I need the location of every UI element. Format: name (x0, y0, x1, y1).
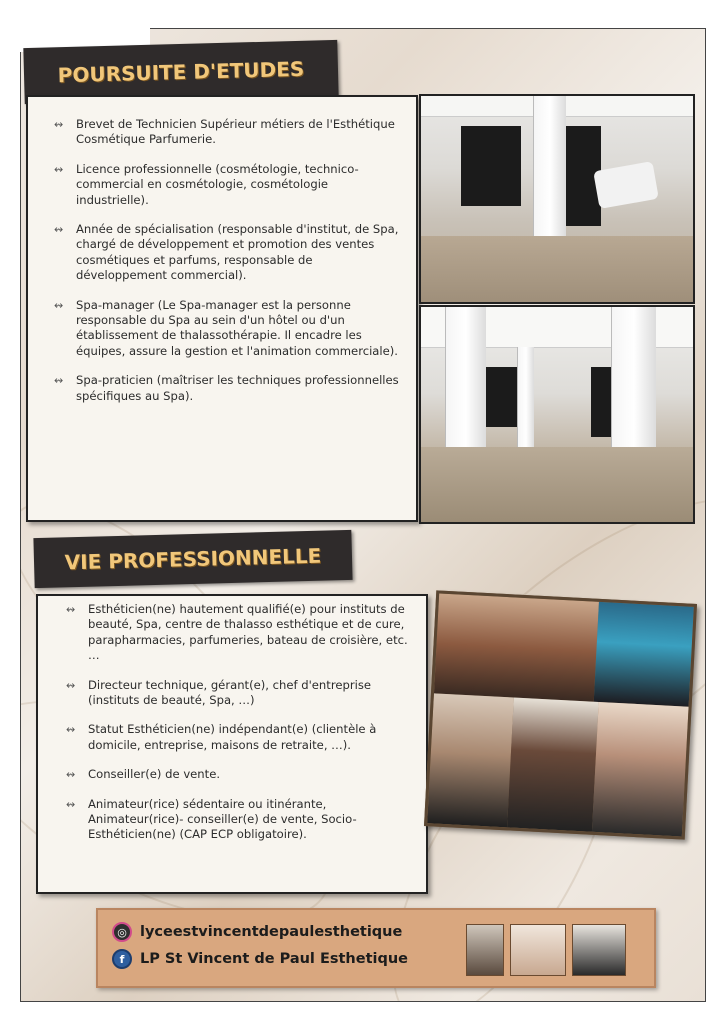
instagram-link[interactable] (112, 922, 402, 942)
salon-photo-1 (419, 94, 695, 304)
list-item: ↭ Esthéticien(ne) hautement qualifié(e) pour instituts de beauté, Spa, centre de thalasso esthétique et de cure, parapharmacies, parfumeries, bateau de croisière, etc. … (66, 602, 408, 663)
practice-photo (592, 702, 689, 837)
photo-collage (424, 590, 697, 839)
students-thumbnail (572, 924, 626, 976)
list-item: ↭ Directeur technique, gérant(e), chef d'entreprise (instituts de beauté, Spa, …) (66, 677, 371, 708)
facebook-link[interactable] (112, 949, 408, 969)
mirror-station (461, 126, 521, 206)
vie-pro-list (66, 602, 418, 857)
salon-thumbnail (466, 924, 504, 976)
care-thumbnail (510, 924, 566, 976)
practice-photo (507, 698, 599, 832)
bullet-icon: ↭ (66, 678, 76, 692)
list-item: ↭ Brevet de Technicien Supérieur métiers de l'Esthétique Cosmétique Parfumerie. (54, 117, 395, 147)
bullet-icon: ↭ (54, 162, 64, 176)
list-item: ↭ Licence professionnelle (cosmétologie, technico-commercial en cosmétologie, cosmétologie industrielle). (54, 161, 359, 207)
bullet-icon: ↭ (54, 118, 64, 131)
bullet-icon: ↭ (54, 298, 64, 312)
floor (421, 236, 693, 302)
poursuite-list (54, 117, 404, 418)
presentation-photo (594, 602, 694, 707)
beauty-chair (593, 161, 659, 209)
instagram-icon: ◎ (112, 922, 132, 942)
list-item: ↭ Spa-praticien (maîtriser les techniques professionnelles spécifiques au Spa). (54, 373, 399, 403)
practice-photo (427, 693, 514, 827)
pillar (517, 347, 534, 447)
social-footer (96, 908, 656, 988)
classroom-photo (434, 593, 599, 701)
list-item: ↭ Année de spécialisation (responsable d'institut, de Spa, chargé de développement et promotion des ventes cosmétiques et parfums, responsable de développement commercial). (54, 222, 399, 283)
instagram-handle: lyceestvincentdepaulesthetique (140, 924, 403, 940)
list-item: ↭ Spa-manager (Le Spa-manager est la personne responsable du Spa au sein d'un hôtel ou d'un établissement de thalassothérapie. Il encadre les équipes, assure la gestion et l'animation commerciale). (54, 297, 398, 358)
bullet-icon: ↭ (66, 603, 76, 616)
bullet-icon: ↭ (54, 223, 64, 237)
facebook-icon: f (112, 949, 132, 969)
bullet-icon: ↭ (54, 374, 64, 388)
list-item: ↭ Animateur(rice) sédentaire ou itinérante, Animateur(rice)- conseiller(e) de vente, Socio-Esthéticien(ne) (CAP ECP obligatoire). (66, 796, 357, 842)
bullet-icon: ↭ (66, 797, 76, 811)
poursuite-box (26, 95, 418, 522)
vie-pro-box (36, 594, 428, 894)
bullet-icon: ↭ (66, 723, 76, 737)
vie-pro-title: VIE PROFESSIONNELLE (33, 530, 352, 588)
poursuite-title: POURSUITE D'ETUDES (23, 40, 338, 104)
salon-photo-2 (419, 305, 695, 524)
floor (421, 447, 693, 522)
list-item: ↭ Conseiller(e) de vente. (66, 767, 221, 782)
facebook-page: LP St Vincent de Paul Esthetique (140, 951, 409, 967)
bullet-icon: ↭ (66, 768, 76, 782)
list-item: ↭ Statut Esthéticien(ne) indépendant(e) (clientèle à domicile, entreprise, maisons de retraite, …). (66, 722, 377, 752)
